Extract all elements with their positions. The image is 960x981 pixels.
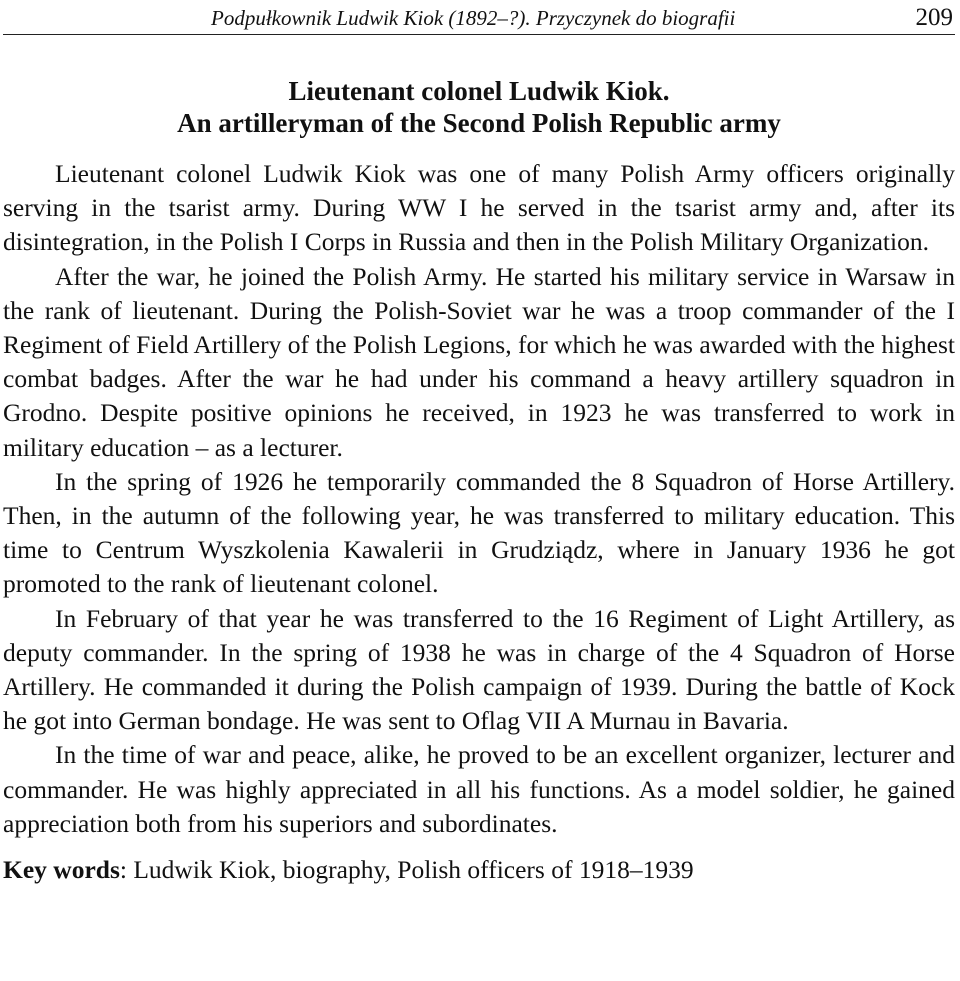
article-title-line-2: An artilleryman of the Second Polish Republic army — [177, 108, 781, 138]
abstract-paragraph: In February of that year he was transferred to the 16 Regiment of Light Artillery, as deputy commander. In the spring of 1938 he was in charge of the 4 Squadron of Horse Artillery. He commanded it during the Polish campaign of 1939. During the battle of Kock he got into German bondage. He was sent to Oflag VII A Murnau in Bavaria. — [3, 603, 955, 736]
abstract-paragraph: In the spring of 1926 he temporarily commanded the 8 Squadron of Horse Artillery. Then, in the autumn of the following year, he was transferred to military education. This time to Centrum Wyszkolenia Kawalerii in Grudziądz, where in January 1936 he got promoted to the rank of lieutenant colonel. — [3, 466, 955, 599]
abstract-paragraph: After the war, he joined the Polish Army. He started his military service in Warsaw in the rank of lieutenant. During the Polish-Soviet war he was a troop commander of the I Regiment of Field Artillery of the Polish Legions, for which he was awarded with the highest combat badges. After the war he had under his command a heavy artillery squadron in Grodno. Despite positive opinions he received, in 1923 he was transferred to work in military education – as a lecturer. — [3, 261, 955, 462]
article-title-line-1: Lieutenant colonel Ludwik Kiok. — [288, 76, 670, 106]
abstract-paragraph: Lieutenant colonel Ludwik Kiok was one of many Polish Army officers originally serving in the tsarist army. During WW I he served in the tsarist army and, after its disintegration, in the Polish I Corps in Russia and then in the Polish Military Organization. — [3, 159, 955, 257]
keywords-separator: : — [119, 855, 134, 885]
abstract-paragraph: In the time of war and peace, alike, he proved to be an excellent organizer, lecturer and commander. He was highly appreciated in all his functions. As a model soldier, he gained appreciation both from his superiors and subordinates. — [3, 740, 955, 838]
keywords — [3, 853, 955, 887]
running-title: Podpułkownik Ludwik Kiok (1892–?). Przyczynek do biografii — [211, 6, 736, 30]
article-title — [3, 75, 955, 139]
abstract — [3, 157, 955, 841]
keywords-text: Ludwik Kiok, biography, Polish officers of 1918–1939 — [133, 855, 694, 885]
page-number: 209 — [915, 4, 953, 31]
keywords-label: Key words — [3, 855, 120, 885]
running-header — [3, 0, 955, 35]
